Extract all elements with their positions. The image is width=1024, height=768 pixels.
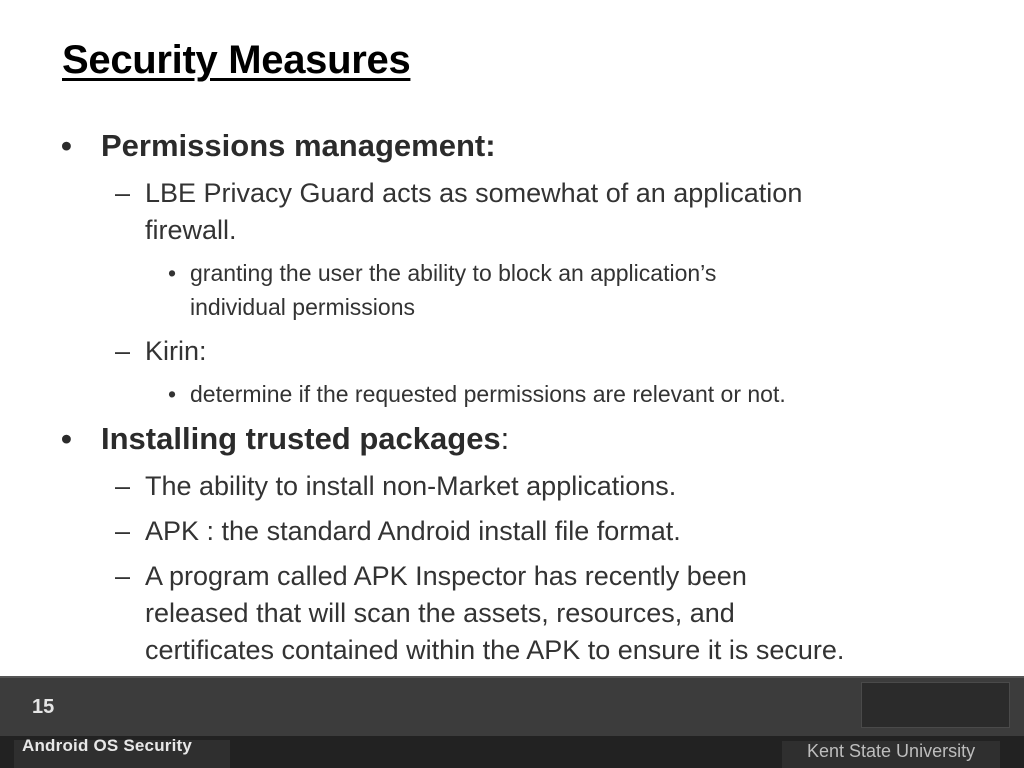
point-3-line-3: certificates contained within the APK to ensure it is secure. [145, 635, 845, 665]
heading-installing-trusted-packages: Installing trusted packages [101, 421, 501, 456]
kirin-label: Kirin: [145, 336, 207, 366]
subpoint-apk-inspector [115, 558, 845, 669]
bullet-permissions-management [61, 128, 496, 164]
dash-glyph: – [115, 561, 131, 591]
dash-glyph: – [115, 336, 131, 366]
slide-title: Security Measures [62, 38, 411, 82]
kirin-detail: determine if the requested permissions are relevant or not. [190, 381, 786, 407]
point-3-line-2: released that will scan the assets, resources, and [145, 598, 735, 628]
subpoint-non-market-install [115, 468, 677, 505]
heading-colon: : [500, 421, 510, 456]
sub-bullet-glyph: • [168, 381, 177, 407]
bullet-glyph: • [61, 421, 72, 456]
point-2-text: APK : the standard Android install file format. [145, 516, 681, 546]
heading-permissions-management: Permissions management: [101, 128, 496, 163]
detail-lbe-granting [168, 256, 717, 324]
lbe-line-1: LBE Privacy Guard acts as somewhat of an application [145, 178, 803, 208]
bullet-glyph: • [61, 128, 72, 163]
footer-logo-placeholder [861, 682, 1010, 728]
page-number: 15 [32, 696, 55, 718]
footer-brand: Android OS Security [22, 736, 193, 755]
subpoint-lbe-privacy-guard [115, 175, 803, 249]
dash-glyph: – [115, 516, 131, 546]
dash-glyph: – [115, 471, 131, 501]
dash-glyph: – [115, 178, 131, 208]
subpoint-kirin [115, 333, 207, 370]
sub-bullet-glyph: • [168, 260, 177, 286]
point-1-text: The ability to install non-Market applications. [145, 471, 677, 501]
detail-kirin-determine [168, 377, 786, 411]
lbe-line-2: firewall. [145, 215, 237, 245]
lbe-detail-line-1: granting the user the ability to block an application’s [190, 260, 717, 286]
subpoint-apk-format [115, 513, 681, 550]
footer-university: Kent State University [807, 741, 976, 761]
point-3-line-1: A program called APK Inspector has recently been [145, 561, 747, 591]
bullet-installing-trusted-packages [61, 421, 510, 457]
lbe-detail-line-2: individual permissions [190, 294, 415, 320]
